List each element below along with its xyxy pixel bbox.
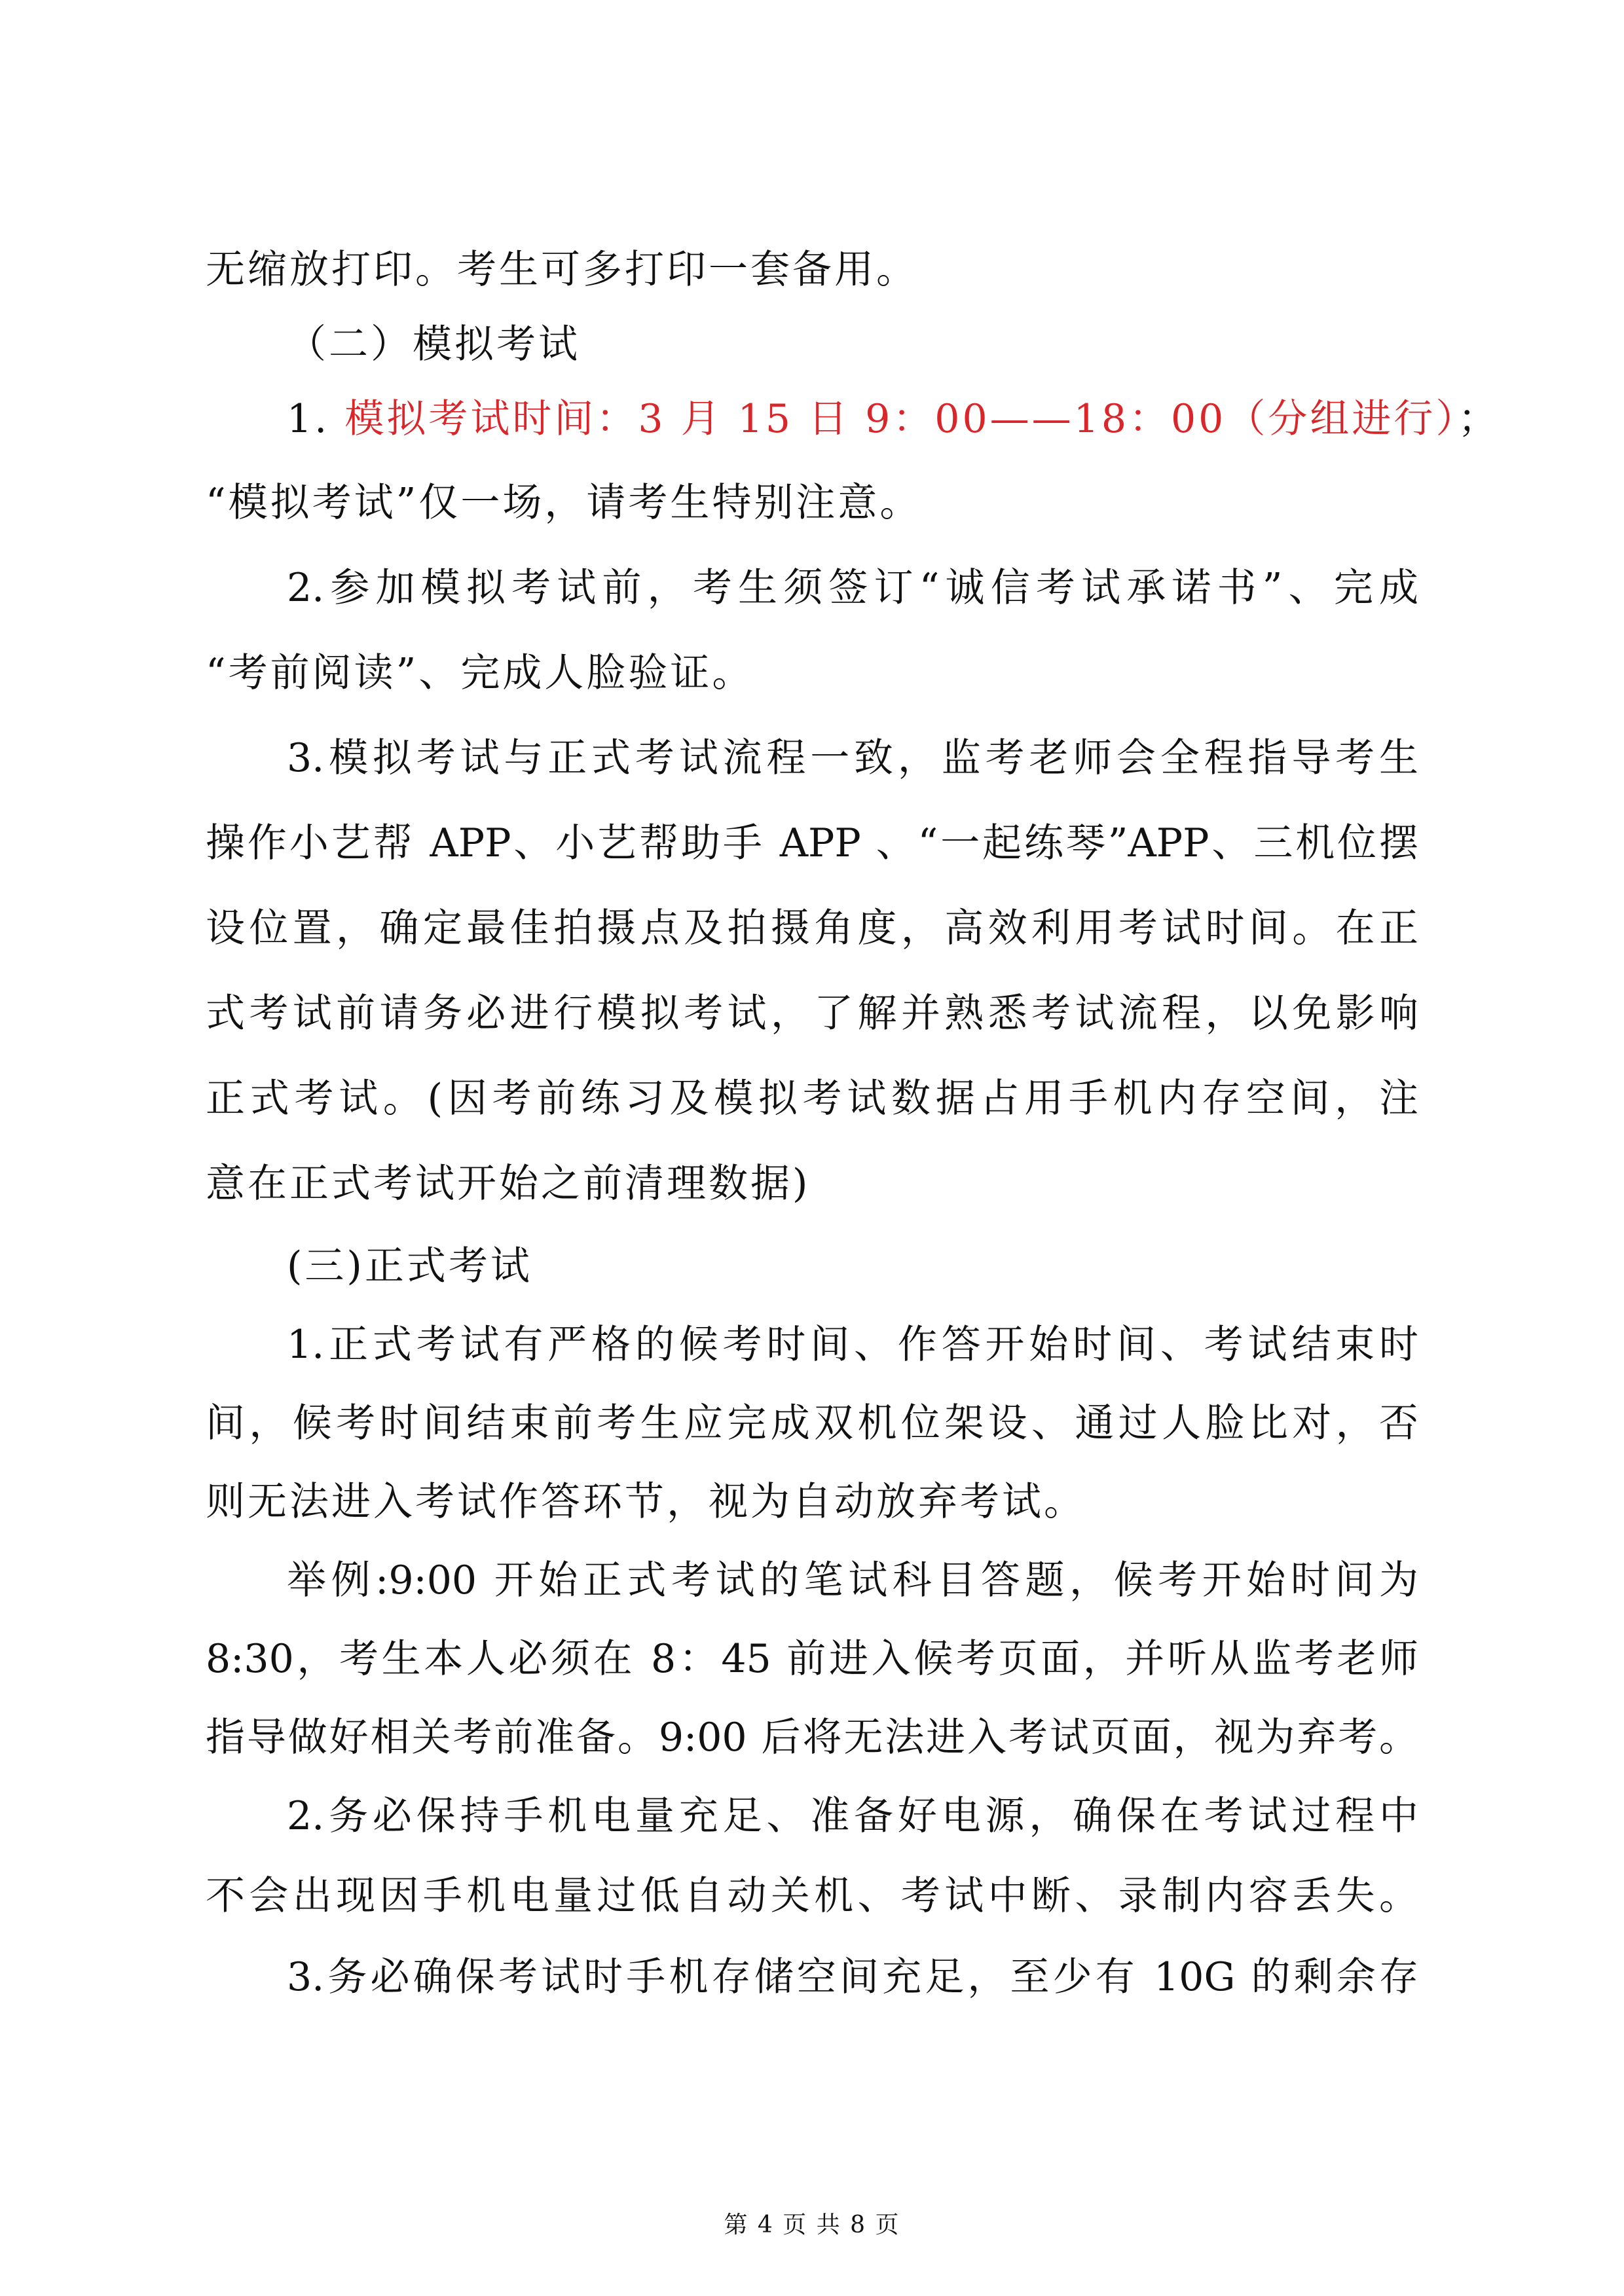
paragraph-line: 不会出现因手机电量过低自动关机、考试中断、录制内容丢失。 — [206, 1873, 1418, 1919]
paragraph-line: 正式考试。(因考前练习及模拟考试数据占用手机内存空间，注 — [206, 1076, 1418, 1121]
paragraph-line: “考前阅读”、完成人脸验证。 — [206, 650, 754, 696]
paragraph-line: 间，候考时间结束前考生应完成双机位架设、通过人脸比对，否 — [206, 1400, 1418, 1446]
paragraph-line: 3.务必确保考试时手机存储空间充足，至少有 10G 的剩余存 — [287, 1954, 1418, 2000]
paragraph-line: 意在正式考试开始之前清理数据) — [206, 1161, 811, 1207]
paragraph-line: 无缩放打印。考生可多打印一套备用。 — [206, 247, 918, 293]
mock-exam-item-1 — [287, 393, 1500, 445]
item-number: 1. — [287, 396, 330, 442]
paragraph-line: 设位置，确定最佳拍摄点及拍摄角度，高效利用考试时间。在正 — [206, 905, 1418, 951]
paragraph-line: 则无法进入考试作答环节，视为自动放弃考试。 — [206, 1479, 1086, 1525]
paragraph-line: 2.务必保持手机电量充足、准备好电源，确保在考试过程中 — [287, 1793, 1418, 1839]
paragraph-line: 8:30，考生本人必须在 8：45 前进入候考页面，并听从监考老师 — [206, 1636, 1418, 1682]
paragraph-line: 举例:9:00 开始正式考试的笔试科目答题，候考开始时间为 — [287, 1558, 1418, 1603]
paragraph-line: 2.参加模拟考试前，考生须签订“诚信考试承诺书”、完成 — [287, 565, 1418, 611]
mock-exam-time-highlight: 模拟考试时间：3 月 15 日 9：00——18：00（分组进行） — [344, 396, 1458, 442]
section-heading-formal-exam: (三)正式考试 — [287, 1243, 532, 1289]
paragraph-line: 操作小艺帮 APP、小艺帮助手 APP 、“一起练琴”APP、三机位摆 — [206, 820, 1418, 866]
paragraph-line: 3.模拟考试与正式考试流程一致，监考老师会全程指导考生 — [287, 735, 1418, 781]
paragraph-line: 式考试前请务必进行模拟考试，了解并熟悉考试流程，以免影响 — [206, 991, 1418, 1036]
paragraph-line: 指导做好相关考前准备。9:00 后将无法进入考试页面，视为弃考。 — [206, 1715, 1418, 1760]
item-punctuation: ； — [1458, 396, 1500, 442]
section-heading-mock-exam: （二）模拟考试 — [287, 321, 580, 367]
paragraph-line: “模拟考试”仅一场，请考生特别注意。 — [206, 480, 922, 526]
paragraph-line: 1.正式考试有严格的候考时间、作答开始时间、考试结束时 — [287, 1322, 1418, 1368]
page-footer: 第 4 页 共 8 页 — [724, 2212, 900, 2238]
